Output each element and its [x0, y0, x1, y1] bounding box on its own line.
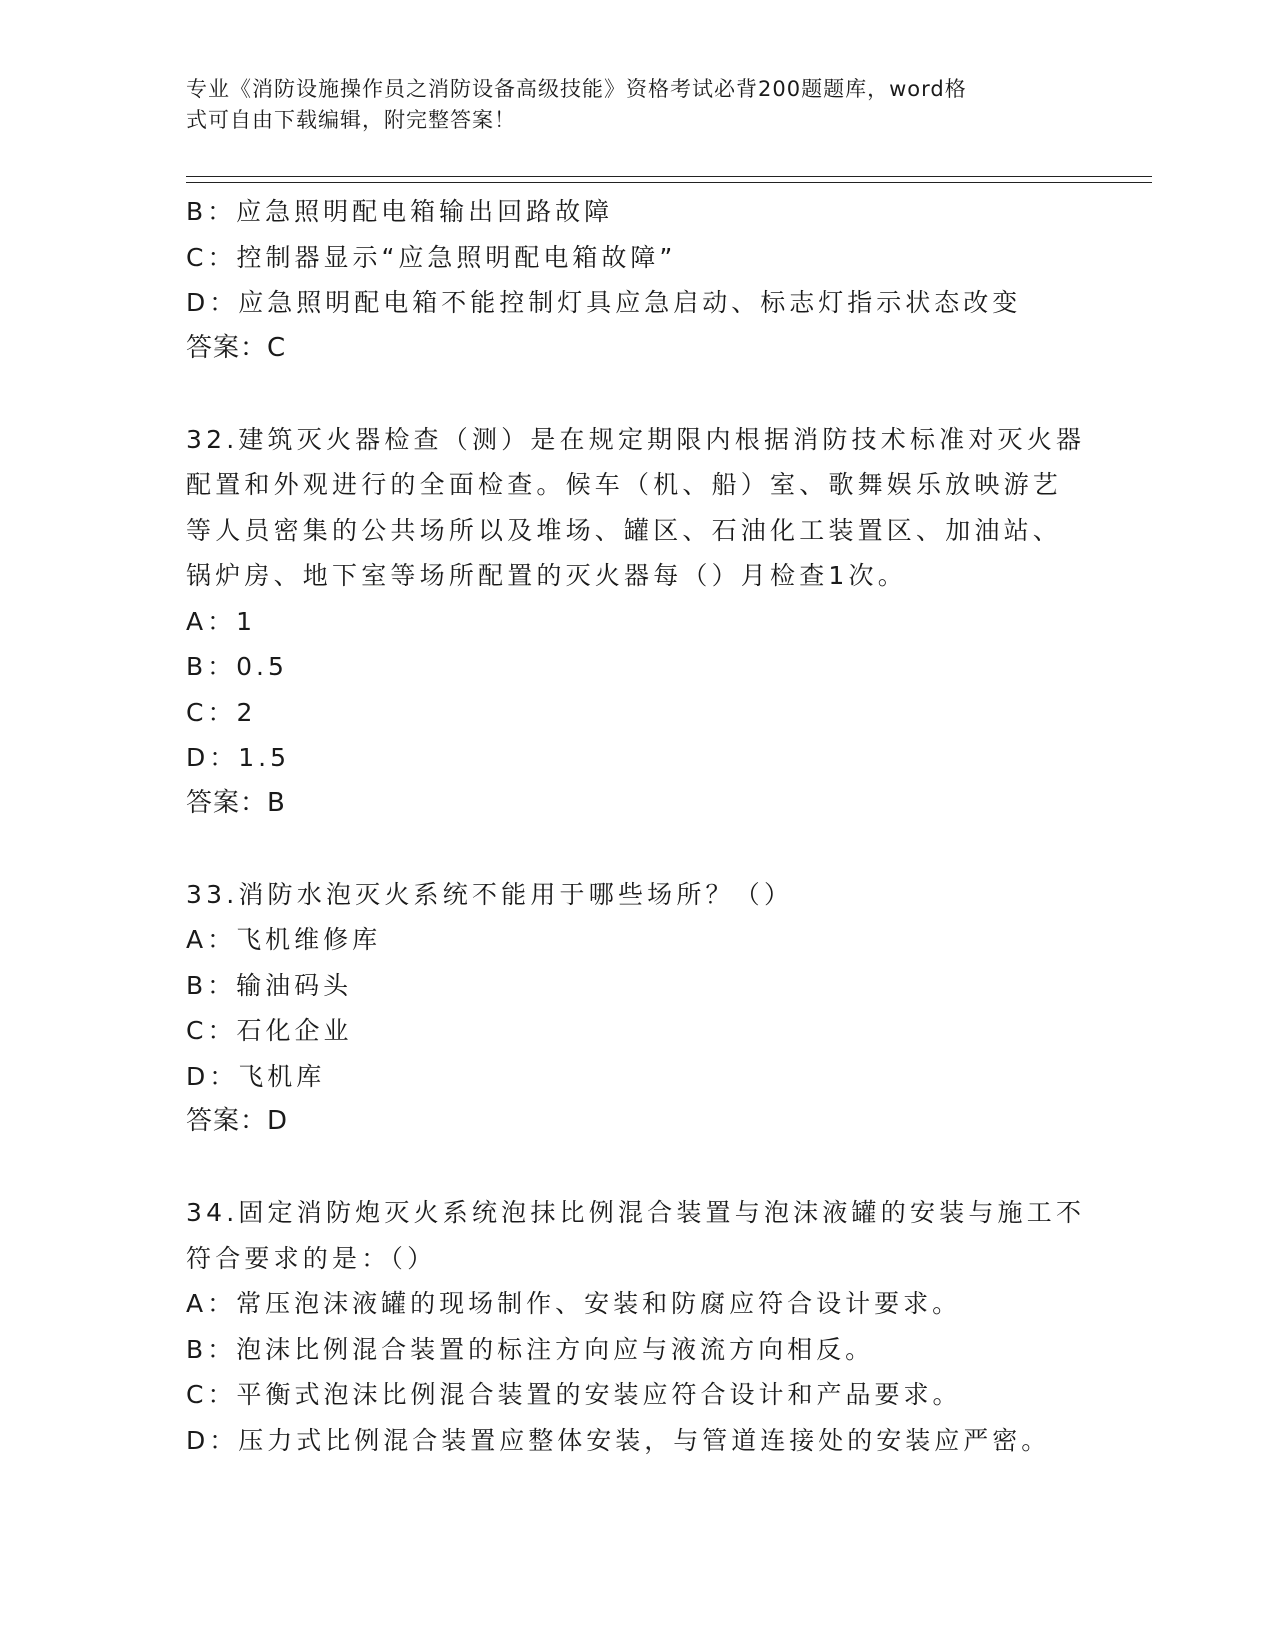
- q32-stem-line-2: 配置和外观进行的全面检查。候车（机、船）室、歌舞娱乐放映游艺: [186, 470, 1063, 499]
- spacer: [186, 826, 1086, 872]
- q32-option-d: D：1.5: [186, 743, 291, 772]
- q34-option-a: A：常压泡沫液罐的现场制作、安装和防腐应符合设计要求。: [186, 1289, 962, 1318]
- q32-stem-line-3: 等人员密集的公共场所以及堆场、罐区、石油化工装置区、加油站、: [186, 515, 1063, 545]
- q34-stem-line-2: 符合要求的是：（）: [186, 1243, 437, 1273]
- q34-option-b: B：泡沫比例混合装置的标注方向应与液流方向相反。: [186, 1334, 875, 1364]
- spacer: [186, 371, 1086, 417]
- q33-stem: 33.消防水泡灭火系统不能用于哪些场所？（）: [186, 879, 794, 909]
- q31-option-d: D：应急照明配电箱不能控制灯具应急启动、标志灯指示状态改变: [186, 288, 1022, 317]
- q33-option-a: A：飞机维修库: [186, 925, 382, 954]
- q33-option-d: D：飞机库: [186, 1061, 326, 1091]
- header-line-1: 专业《消防设施操作员之消防设备高级技能》资格考试必背200题题库，word格: [186, 77, 967, 101]
- question-content: [186, 189, 1086, 1463]
- q34-option-d: D：压力式比例混合装置应整体安装，与管道连接处的安装应严密。: [186, 1425, 1051, 1455]
- document-header: [186, 74, 1066, 136]
- q31-option-c: C：控制器显示“应急照明配电箱故障”: [186, 242, 677, 272]
- header-line-2: 式可自由下载编辑，附完整答案！: [186, 108, 516, 132]
- q32-option-a: A：1: [186, 606, 257, 636]
- q33-answer: 答案：D: [186, 1106, 289, 1136]
- q34-option-c: C：平衡式泡沫比例混合装置的安装应符合设计和产品要求。: [186, 1380, 962, 1409]
- q32-answer: 答案：B: [186, 787, 286, 818]
- q31-option-b: B：应急照明配电箱输出回路故障: [186, 197, 614, 226]
- spacer: [186, 1145, 1086, 1191]
- q32-stem-line-4: 锅炉房、地下室等场所配置的灭火器每（）月检查1次。: [186, 561, 907, 590]
- q32-stem-line-1: 32.建筑灭火器检查（测）是在规定期限内根据消防技术标准对灭火器: [186, 424, 1086, 454]
- q33-option-b: B：输油码头: [186, 970, 353, 1000]
- q34-stem-line-1: 34.固定消防炮灭火系统泡抹比例混合装置与泡沫液罐的安装与施工不: [186, 1198, 1086, 1227]
- header-divider-bottom: [186, 182, 1152, 183]
- q33-option-c: C：石化企业: [186, 1016, 353, 1045]
- header-divider-top: [186, 176, 1152, 177]
- q32-option-c: C：2: [186, 697, 257, 727]
- q32-option-b: B：0.5: [186, 652, 288, 681]
- q31-answer: 答案：C: [186, 332, 287, 363]
